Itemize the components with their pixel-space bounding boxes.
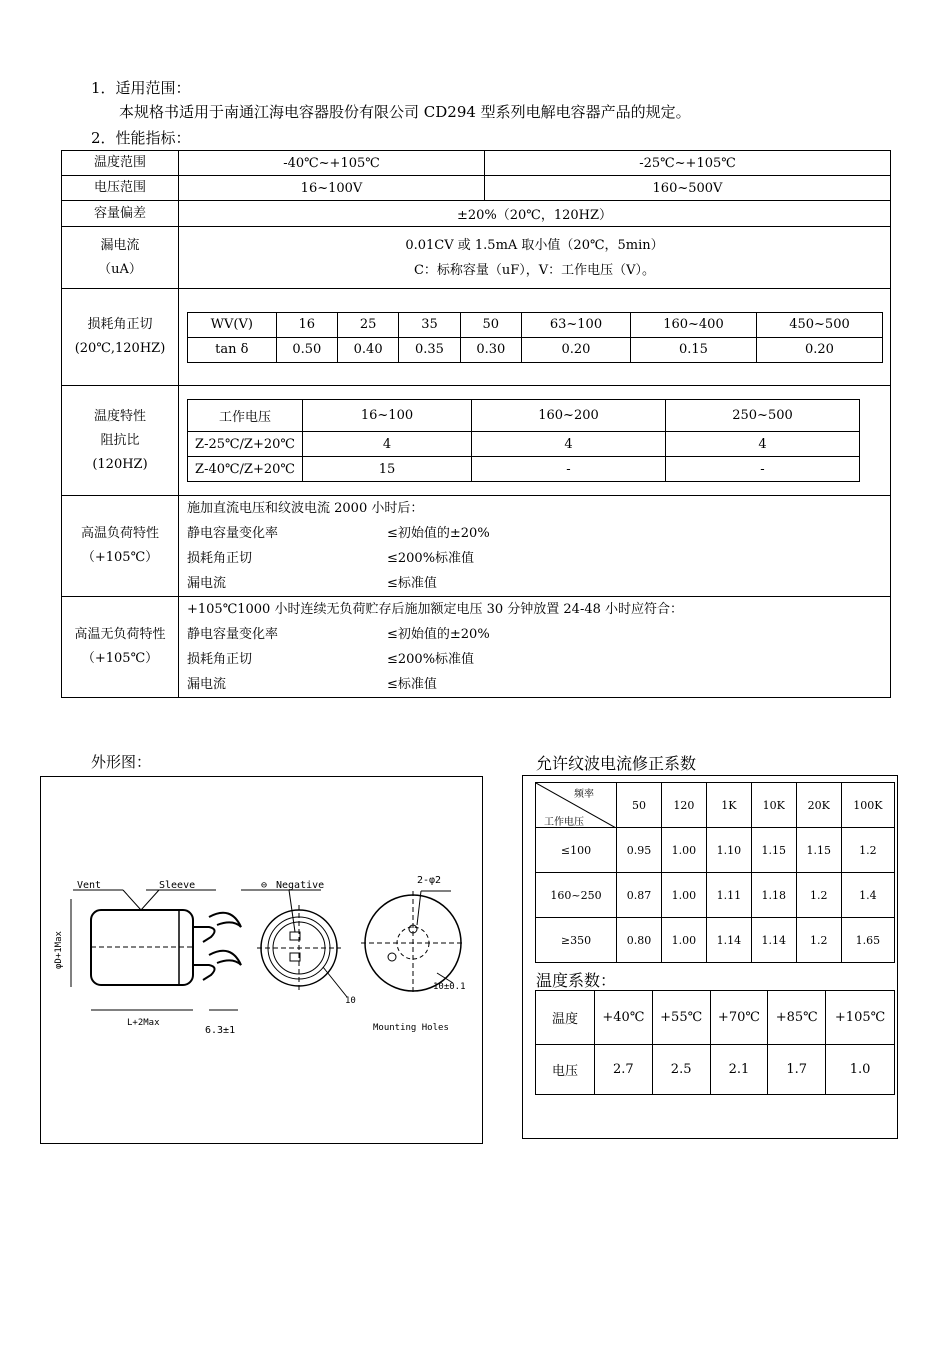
section1-heading: 1．适用范围： xyxy=(91,79,191,97)
holes-label: 2-φ2 xyxy=(417,875,442,886)
load-item-name: 损耗角正切 xyxy=(187,551,253,566)
imp-r2-0: Z-40℃/Z+20℃ xyxy=(188,457,303,482)
imp-r1-1: 4 xyxy=(303,432,472,457)
tan-header-cell: 16 xyxy=(276,312,337,337)
negative-label: Negative xyxy=(276,880,325,891)
load-item-name: 漏电流 xyxy=(187,576,227,591)
ripple-freq: 100K xyxy=(841,783,894,828)
volt-range-b: 160~500V xyxy=(485,176,891,201)
imp-label-2: 阻抗比 xyxy=(100,432,140,448)
imp-r2-3: - xyxy=(666,457,860,482)
load-item-name: 静电容量变化率 xyxy=(187,526,279,541)
tempcoef-v-label: 电压 xyxy=(536,1045,595,1095)
tan-header-cell: 50 xyxy=(460,312,521,337)
imp-r2-1: 15 xyxy=(303,457,472,482)
imp-label-1: 温度特性 xyxy=(93,408,146,424)
noload-item-name: 损耗角正切 xyxy=(187,652,253,667)
tan-header-cell: WV(V) xyxy=(188,312,277,337)
imp-h1: 16~100 xyxy=(303,400,472,432)
leakage-value xyxy=(179,227,891,289)
tempcoef-h-label: 温度 xyxy=(536,991,595,1045)
tan-value-cell: 0.40 xyxy=(337,337,398,362)
lead-label: 6.3±1 xyxy=(205,1025,236,1036)
ten-dim-line xyxy=(323,967,347,997)
sleeve-leader xyxy=(141,890,159,910)
leakage-label xyxy=(62,227,179,289)
ripple-val: 1.2 xyxy=(796,918,841,963)
load-label-2: （+105℃） xyxy=(81,550,159,565)
tempcoef-temp: +70℃ xyxy=(710,991,768,1045)
ripple-val: 1.2 xyxy=(796,873,841,918)
load-label-1: 高温负荷特性 xyxy=(80,526,159,541)
ripple-corner xyxy=(536,783,617,828)
negative-symbol: ⊖ xyxy=(261,880,268,891)
load-item-value: ≤标准值 xyxy=(387,576,437,591)
imp-h0: 工作电压 xyxy=(188,400,303,432)
lead-bottom xyxy=(193,965,215,980)
temp-range-a: -40℃~+105℃ xyxy=(179,151,485,176)
tan-label-1: 损耗角正切 xyxy=(87,317,153,332)
ripple-freq: 120 xyxy=(661,783,706,828)
tan-label-2: (20℃,120HZ) xyxy=(74,341,166,356)
tan-value-cell: 0.15 xyxy=(630,337,756,362)
imp-r2-2: - xyxy=(472,457,666,482)
load-item-value: ≤200%标准值 xyxy=(387,551,475,566)
tan-header-cell: 160~400 xyxy=(630,312,756,337)
temp-range-label: 温度范围 xyxy=(62,151,179,176)
cap-tol-label: 容量偏差 xyxy=(62,201,179,227)
tempcoef-val: 1.7 xyxy=(768,1045,826,1095)
spec-table xyxy=(61,150,891,698)
ripple-val: 1.10 xyxy=(706,828,751,873)
tan-value-cell: 0.20 xyxy=(756,337,882,362)
ripple-table xyxy=(535,782,895,963)
sleeve-label: Sleeve xyxy=(159,880,196,891)
noload-item-value: ≤标准值 xyxy=(387,677,437,692)
noload-intro: +105℃1000 小时连续无负荷贮存后施加额定电压 30 分钟放置 24-48 小时应符合： xyxy=(187,602,684,617)
ten-tol-label: 10±0.1 xyxy=(433,982,466,992)
ripple-freq: 50 xyxy=(617,783,662,828)
tempcoef-temp: +55℃ xyxy=(652,991,710,1045)
ten-label: 10 xyxy=(345,996,356,1006)
mount-hole-2 xyxy=(388,953,396,961)
ripple-val: 1.15 xyxy=(796,828,841,873)
noload-label-1: 高温无负荷特性 xyxy=(74,627,166,642)
ripple-val: 1.11 xyxy=(706,873,751,918)
imp-label-3: (120HZ) xyxy=(92,456,148,472)
noload-item-value: ≤200%标准值 xyxy=(387,652,475,667)
tan-header-cell: 25 xyxy=(337,312,398,337)
tan-value-cell: 0.50 xyxy=(276,337,337,362)
ripple-val: 1.18 xyxy=(751,873,796,918)
tempcoef-val: 2.1 xyxy=(710,1045,768,1095)
load-label xyxy=(62,496,179,597)
ripple-volt: 160~250 xyxy=(536,873,617,918)
vent-leader xyxy=(123,890,141,910)
ripple-val: 1.15 xyxy=(751,828,796,873)
tan-label xyxy=(62,289,179,386)
tan-value-cell: 0.30 xyxy=(460,337,521,362)
noload-label-2: （+105℃） xyxy=(81,651,159,666)
ripple-volt: ≤100 xyxy=(536,828,617,873)
load-intro: 施加直流电压和纹波电流 2000 小时后： xyxy=(187,501,424,516)
tempcoef-temp: +85℃ xyxy=(768,991,826,1045)
ripple-val: 1.00 xyxy=(661,918,706,963)
imp-r1-0: Z-25℃/Z+20℃ xyxy=(188,432,303,457)
load-item-value: ≤初始值的±20% xyxy=(387,526,490,541)
lead-top xyxy=(193,927,215,942)
vent-label: Vent xyxy=(77,880,102,891)
tan-table xyxy=(187,312,883,363)
section2-heading: 2．性能指标： xyxy=(91,129,191,147)
ripple-corner-top: 频率 xyxy=(574,789,594,800)
leakage-label-2: （uA） xyxy=(98,261,142,277)
outline-drawing xyxy=(41,777,482,1143)
tan-value-cell: 0.20 xyxy=(521,337,630,362)
outline-box xyxy=(40,776,483,1144)
imp-h2: 160~200 xyxy=(472,400,666,432)
tan-cell xyxy=(179,289,891,386)
imp-table xyxy=(187,399,860,482)
section1-text: 本规格书适用于南通江海电容器股份有限公司 CD294 型系列电解电容器产品的规定。 xyxy=(119,103,691,121)
tan-header-cell: 63~100 xyxy=(521,312,630,337)
noload-item-name: 静电容量变化率 xyxy=(187,627,279,642)
tempcoef-temp: +105℃ xyxy=(826,991,895,1045)
noload-item-value: ≤初始值的±20% xyxy=(387,627,490,642)
tan-value-cell: 0.35 xyxy=(399,337,460,362)
imp-r1-3: 4 xyxy=(666,432,860,457)
ripple-corner-bottom: 工作电压 xyxy=(544,817,584,828)
ripple-volt: ≥350 xyxy=(536,918,617,963)
temp-range-b: -25℃~+105℃ xyxy=(485,151,891,176)
ripple-val: 1.65 xyxy=(841,918,894,963)
ripple-val: 1.2 xyxy=(841,828,894,873)
lead-bottom-bent xyxy=(209,951,241,965)
ripple-val: 1.14 xyxy=(706,918,751,963)
ripple-freq: 20K xyxy=(796,783,841,828)
ripple-val: 0.87 xyxy=(617,873,662,918)
noload-cell xyxy=(179,597,891,698)
tempcoef-title: 温度系数： xyxy=(536,971,617,990)
noload-item-name: 漏电流 xyxy=(187,677,227,692)
tan-header-cell: 450~500 xyxy=(756,312,882,337)
imp-r1-2: 4 xyxy=(472,432,666,457)
leakage-label-1: 漏电流 xyxy=(100,237,140,253)
leakage-line-1: 0.01CV 或 1.5mA 取小值（20℃，5min） xyxy=(405,237,664,253)
tan-value-cell: tan δ xyxy=(188,337,277,362)
imp-cell xyxy=(179,386,891,496)
noload-label xyxy=(62,597,179,698)
tempcoef-table xyxy=(535,990,895,1095)
tan-header-cell: 35 xyxy=(399,312,460,337)
leakage-line-2: C：标称容量（uF），V：工作电压（V）。 xyxy=(413,262,656,278)
ripple-freq: 1K xyxy=(706,783,751,828)
tempcoef-val: 2.7 xyxy=(595,1045,653,1095)
ripple-title: 允许纹波电流修正系数 xyxy=(536,754,697,773)
volt-range-a: 16~100V xyxy=(179,176,485,201)
imp-h3: 250~500 xyxy=(666,400,860,432)
mount-label: Mounting Holes xyxy=(373,1023,449,1033)
tempcoef-val: 2.5 xyxy=(652,1045,710,1095)
outline-title: 外形图： xyxy=(91,753,152,771)
ripple-val: 1.00 xyxy=(661,873,706,918)
len-label: L+2Max xyxy=(127,1018,160,1028)
imp-label xyxy=(62,386,179,496)
tempcoef-val: 1.0 xyxy=(826,1045,895,1095)
load-cell xyxy=(179,496,891,597)
tempcoef-temp: +40℃ xyxy=(595,991,653,1045)
ripple-val: 1.4 xyxy=(841,873,894,918)
ripple-freq: 10K xyxy=(751,783,796,828)
lead-top-bent xyxy=(209,913,241,927)
ripple-val: 0.95 xyxy=(617,828,662,873)
ripple-val: 1.14 xyxy=(751,918,796,963)
volt-range-label: 电压范围 xyxy=(62,176,179,201)
ripple-val: 1.00 xyxy=(661,828,706,873)
dia-label: φD+1Max xyxy=(54,931,64,969)
cap-tol-value: ±20%（20℃，120HZ） xyxy=(179,201,891,227)
ripple-val: 0.80 xyxy=(617,918,662,963)
